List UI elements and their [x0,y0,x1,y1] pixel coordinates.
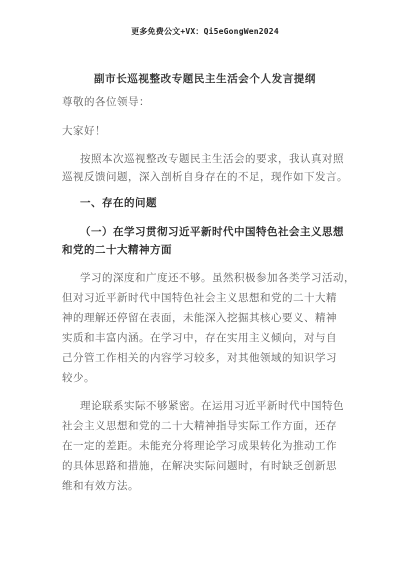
paragraph-line: 社会主义思想和党的二十大精神指导实际工作方面，还存 [62,420,337,432]
promo-header-note: 更多免费公文+VX：Qi5eGongWen2024 [131,27,279,36]
document-title: 副市长巡视整改专题民主生活会个人发言提纲 [94,73,316,85]
paragraph-line: 己分管工作相关的内容学习较多，对其他领域的知识学习 [62,352,337,364]
subsection-heading: （一）在学习贯彻习近平新时代中国特色社会主义思想 [80,226,344,238]
paragraph-line: 在一定的差距。未能充分将理论学习成果转化为推动工作 [62,440,337,452]
salutation-line: 尊敬的各位领导： [62,96,150,108]
intro-line: 巡视反馈问题，深入剖析自身存在的不足，现作如下发言。 [62,171,348,183]
paragraph-line: 维和有效方法。 [62,480,139,492]
paragraph-line: 理论联系实际不够紧密。在运用习近平新时代中国特色 [80,400,344,412]
paragraph-line: 较少。 [62,372,95,384]
subsection-heading: 和党的二十大精神方面 [62,244,172,256]
intro-line: 按照本次巡视整改专题民主生活会的要求，我认真对照 [80,153,344,165]
greeting-line: 大家好！ [62,125,106,137]
paragraph-line: 的具体思路和措施，在解决实际问题时，有时缺乏创新思 [62,460,337,472]
section-heading: 一、存在的问题 [80,197,157,209]
paragraph-line: 学习的深度和广度还不够。虽然积极参加各类学习活动， [80,272,355,284]
paragraph-line: 实质和丰富内涵。在学习中，存在实用主义倾向，对与自 [62,332,337,344]
paragraph-line: 神的理解还停留在表面，未能深入挖掘其核心要义、精神 [62,312,337,324]
paragraph-line: 但对习近平新时代中国特色社会主义思想和党的二十大精 [62,292,337,304]
